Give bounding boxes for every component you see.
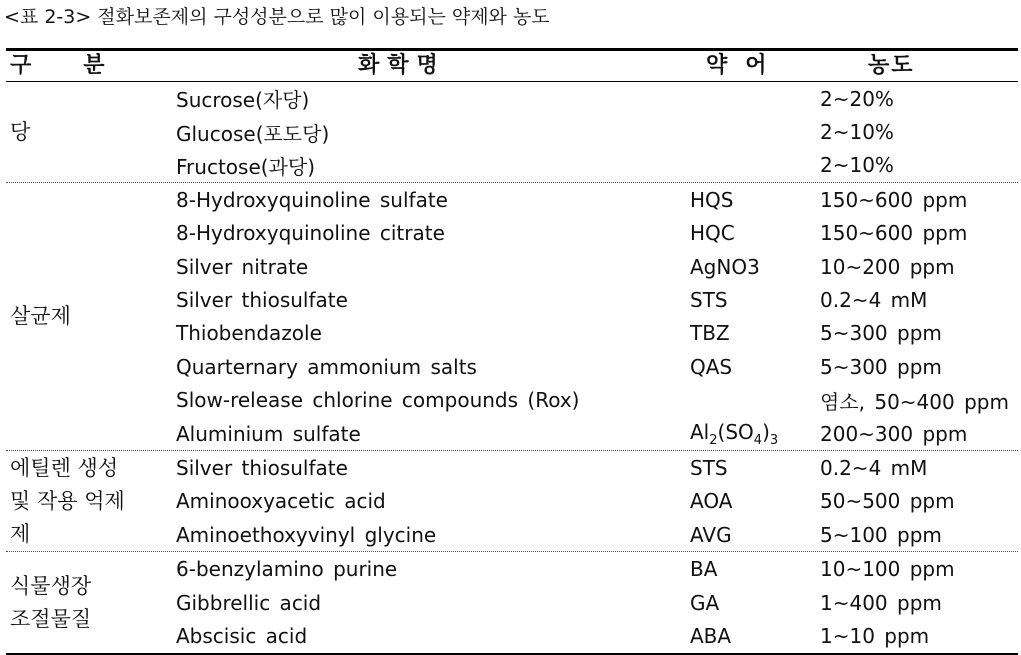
concentration: 2~10%: [820, 153, 894, 178]
concentration: 5~300 ppm: [820, 321, 942, 346]
concentration: 5~300 ppm: [820, 354, 942, 379]
group-rows: [170, 82, 1018, 182]
table-row: [170, 518, 1018, 551]
header-concentration: 농도: [868, 53, 915, 78]
chemical-name: Glucose(포도당): [176, 121, 330, 146]
abbreviation: TBZ: [690, 321, 730, 346]
abbreviation: HQC: [690, 221, 735, 246]
table-row: [170, 451, 1018, 484]
abbreviation: STS: [690, 455, 728, 480]
abbreviation: BA: [690, 557, 718, 582]
chemical-name: Aminoethoxyvinyl glycine: [176, 522, 437, 547]
table-row: [170, 82, 1018, 115]
table-row: [170, 317, 1018, 350]
table-row: [170, 619, 1018, 652]
chemical-name: Silver nitrate: [176, 254, 309, 279]
chemical-name: Quarternary ammonium salts: [176, 354, 477, 379]
table-group: [6, 183, 1018, 451]
abbreviation: HQS: [690, 187, 734, 212]
table-group: [6, 451, 1018, 552]
table-row: [170, 552, 1018, 585]
chemical-name: Silver thiosulfate: [176, 455, 348, 480]
chemical-name: Abscisic acid: [176, 623, 308, 648]
group-name: 살균제: [10, 304, 71, 329]
table-group: [6, 82, 1018, 183]
concentration: 150~600 ppm: [820, 187, 968, 212]
concentration: 150~600 ppm: [820, 221, 968, 246]
chemical-name: Slow-release chlorine compounds (Rox): [176, 388, 580, 413]
header-category: 구분: [10, 53, 157, 78]
table-row: [170, 217, 1018, 250]
chemical-name: Fructose(과당): [176, 154, 315, 179]
abbreviation: ABA: [690, 623, 732, 648]
table-row: [170, 115, 1018, 148]
table-header: [6, 48, 1018, 82]
concentration: 0.2~4 mM: [820, 288, 928, 313]
table-row: [170, 485, 1018, 518]
concentration: 2~20%: [820, 86, 894, 111]
chemical-name: 6-benzylamino purine: [176, 557, 398, 582]
chemical-name: Gibbrellic acid: [176, 590, 322, 615]
abbreviation: AgNO3: [690, 254, 760, 279]
concentration: 5~100 ppm: [820, 522, 942, 547]
table-row: [170, 250, 1018, 283]
chemical-name: Silver thiosulfate: [176, 288, 348, 313]
chemical-name: Aluminium sulfate: [176, 421, 361, 446]
table-row: [170, 384, 1018, 417]
group-name: 당: [10, 119, 31, 144]
concentration: 10~200 ppm: [820, 254, 955, 279]
abbreviation: GA: [690, 590, 720, 615]
group-rows: [170, 183, 1018, 450]
abbreviation: AVG: [690, 522, 732, 547]
table-row: [170, 183, 1018, 216]
table-body: [6, 82, 1018, 655]
group-rows: [170, 451, 1018, 551]
chemical-name: Sucrose(자당): [176, 88, 310, 113]
concentration: 1~10 ppm: [820, 623, 930, 648]
abbreviation: AOA: [690, 489, 733, 514]
concentration: 50~500 ppm: [820, 489, 955, 514]
table-row: [170, 350, 1018, 383]
chemical-name: Aminooxyacetic acid: [176, 489, 386, 514]
table-group: [6, 552, 1018, 654]
chemical-name: 8-Hydroxyquinoline citrate: [176, 221, 445, 246]
table-row: [170, 586, 1018, 619]
concentration: 0.2~4 mM: [820, 455, 928, 480]
group-name: 식물생장 조절물질: [10, 573, 92, 631]
group-rows: [170, 552, 1018, 652]
concentration: 2~10%: [820, 120, 894, 145]
header-abbreviation: 약어: [706, 53, 785, 78]
table-row: [170, 283, 1018, 316]
table-caption: <표 2-3> 절화보존제의 구성성분으로 많이 이용되는 약제와 농도: [4, 6, 550, 28]
abbreviation: QAS: [690, 354, 733, 379]
chemical-name: Thiobendazole: [176, 321, 322, 346]
table-row: [170, 417, 1018, 450]
chemical-table: [6, 48, 1018, 655]
abbreviation: STS: [690, 288, 728, 313]
abbreviation: $Al_2(SO_4)_3$: [690, 419, 779, 448]
concentration: 200~300 ppm: [820, 421, 968, 446]
concentration: 10~100 ppm: [820, 557, 955, 582]
chemical-name: 8-Hydroxyquinoline sulfate: [176, 187, 448, 212]
concentration: 염소, 50~400 ppm: [820, 389, 1009, 414]
header-chemical: 화학명: [358, 53, 446, 78]
concentration: 1~400 ppm: [820, 590, 942, 615]
group-name: 에틸렌 생성 및 작용 억제 제: [10, 455, 125, 546]
table-row: [170, 149, 1018, 182]
